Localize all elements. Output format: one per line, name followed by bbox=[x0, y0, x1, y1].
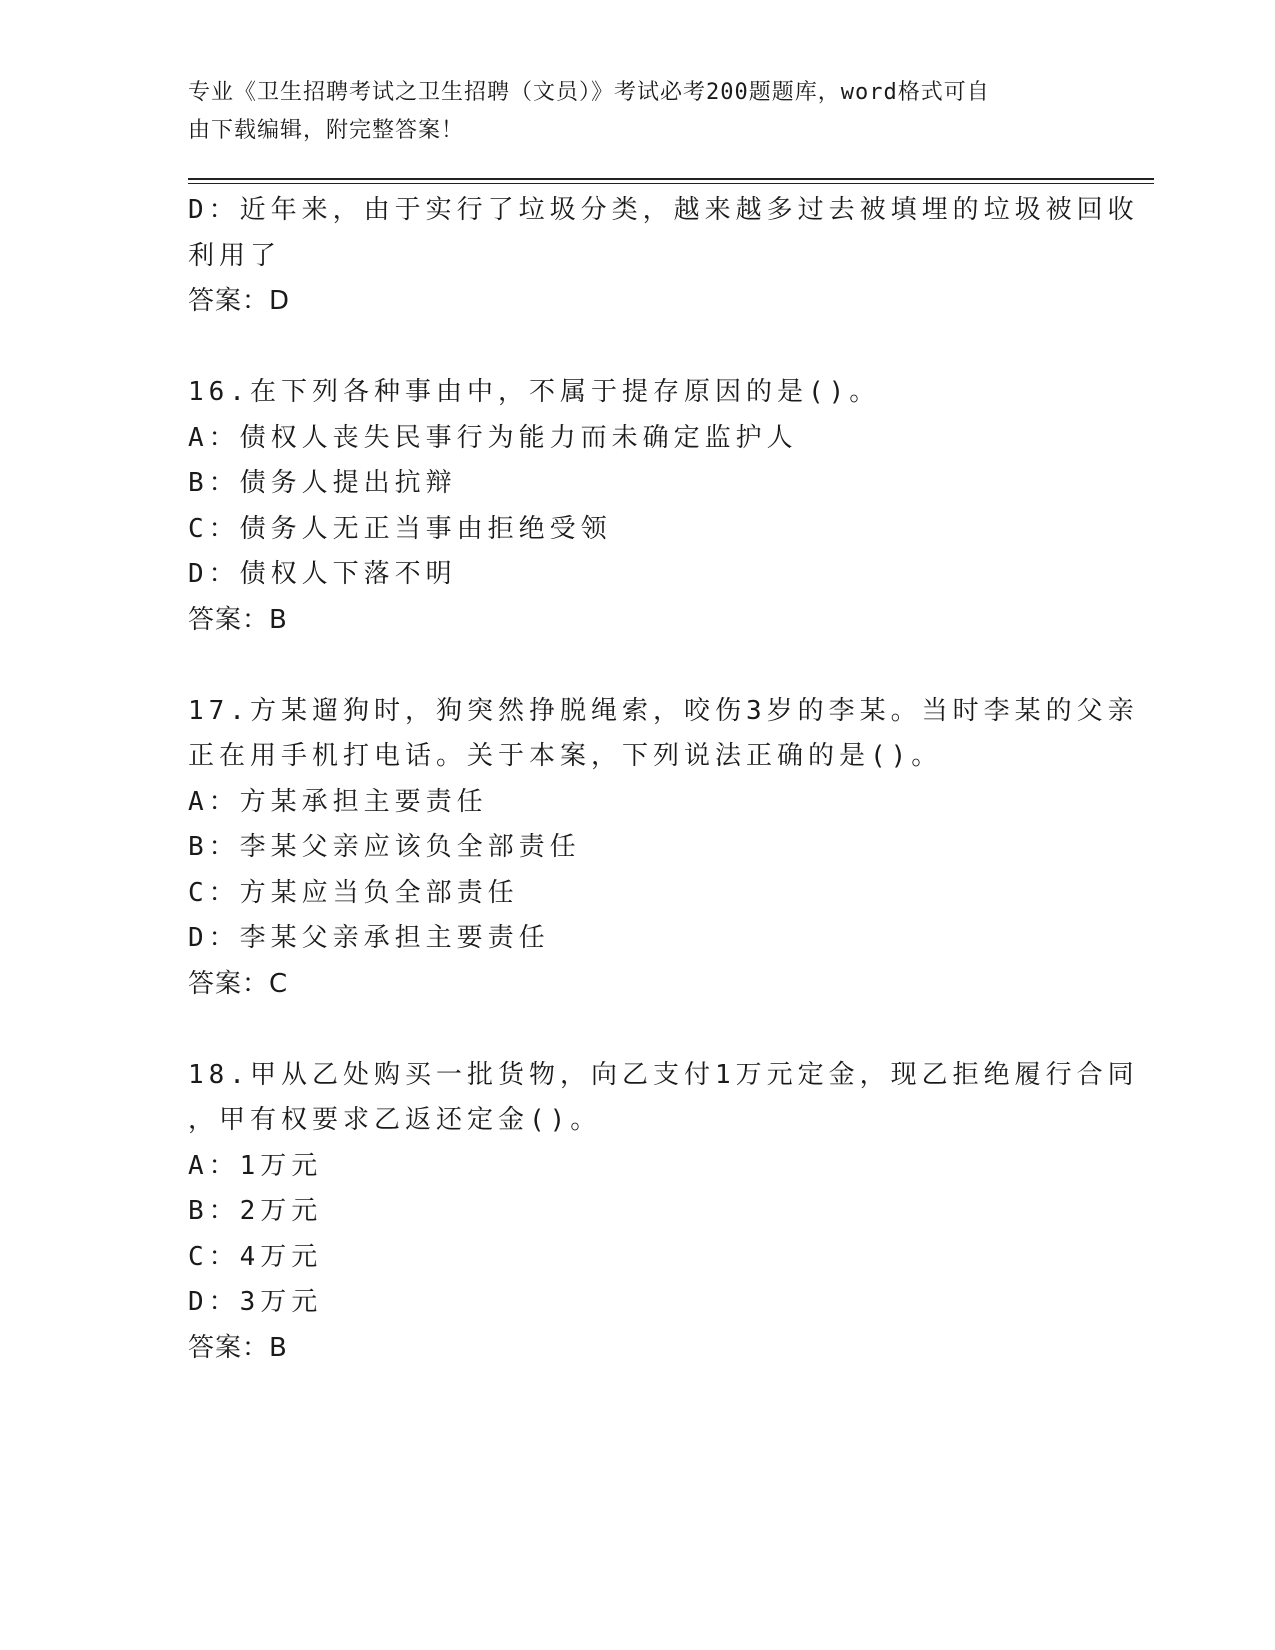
option-d: D：3万元 bbox=[188, 1287, 323, 1317]
option-b: B：2万元 bbox=[188, 1196, 323, 1226]
option-d: D：债权人下落不明 bbox=[188, 559, 457, 589]
question-17 bbox=[188, 689, 1139, 1008]
option-c: C：方某应当负全部责任 bbox=[188, 877, 519, 908]
option-a: A：1万元 bbox=[188, 1150, 323, 1181]
question-list bbox=[188, 188, 1139, 1371]
question-stem-continued: ，甲有权要求乙返还定金()。 bbox=[188, 1105, 602, 1135]
question-16 bbox=[188, 370, 1088, 643]
question-18 bbox=[188, 1053, 1139, 1372]
document-header bbox=[188, 74, 1068, 150]
option-d-continued: 利用了 bbox=[188, 240, 282, 271]
option-a: A：方某承担主要责任 bbox=[188, 786, 488, 817]
spacer bbox=[188, 643, 1088, 689]
option-b: B：债务人提出抗辩 bbox=[188, 468, 457, 498]
previous-question-tail bbox=[188, 188, 1139, 325]
header-line-2: 由下载编辑，附完整答案！ bbox=[188, 118, 465, 143]
question-stem: 16.在下列各种事由中，不属于提存原因的是()。 bbox=[188, 377, 881, 407]
option-c: C：债务人无正当事由拒绝受领 bbox=[188, 513, 612, 544]
spacer bbox=[188, 1007, 1088, 1053]
answer: 答案：B bbox=[188, 1332, 288, 1363]
answer: 答案：D bbox=[188, 286, 291, 316]
option-a: A：债权人丧失民事行为能力而未确定监护人 bbox=[188, 422, 798, 453]
header-rule-thin bbox=[188, 183, 1154, 184]
question-stem-continued: 正在用手机打电话。关于本案，下列说法正确的是()。 bbox=[188, 741, 943, 771]
question-stem: 18.甲从乙处购买一批货物，向乙支付1万元定金，现乙拒绝履行合同 bbox=[188, 1059, 1139, 1090]
answer: 答案：C bbox=[188, 968, 289, 999]
option-d: D：李某父亲承担主要责任 bbox=[188, 923, 550, 953]
spacer bbox=[188, 325, 1088, 371]
header-rule-thick bbox=[188, 178, 1154, 180]
question-stem: 17.方某遛狗时，狗突然挣脱绳索，咬伤3岁的李某。当时李某的父亲 bbox=[188, 695, 1139, 726]
option-b: B：李某父亲应该负全部责任 bbox=[188, 832, 581, 862]
option-d: D：近年来，由于实行了垃圾分类，越来越多过去被填埋的垃圾被回收 bbox=[188, 195, 1139, 225]
answer: 答案：B bbox=[188, 604, 288, 635]
header-line-1: 专业《卫生招聘考试之卫生招聘（文员）》考试必考200题题库，word格式可自 bbox=[188, 80, 990, 105]
option-c: C：4万元 bbox=[188, 1241, 323, 1272]
